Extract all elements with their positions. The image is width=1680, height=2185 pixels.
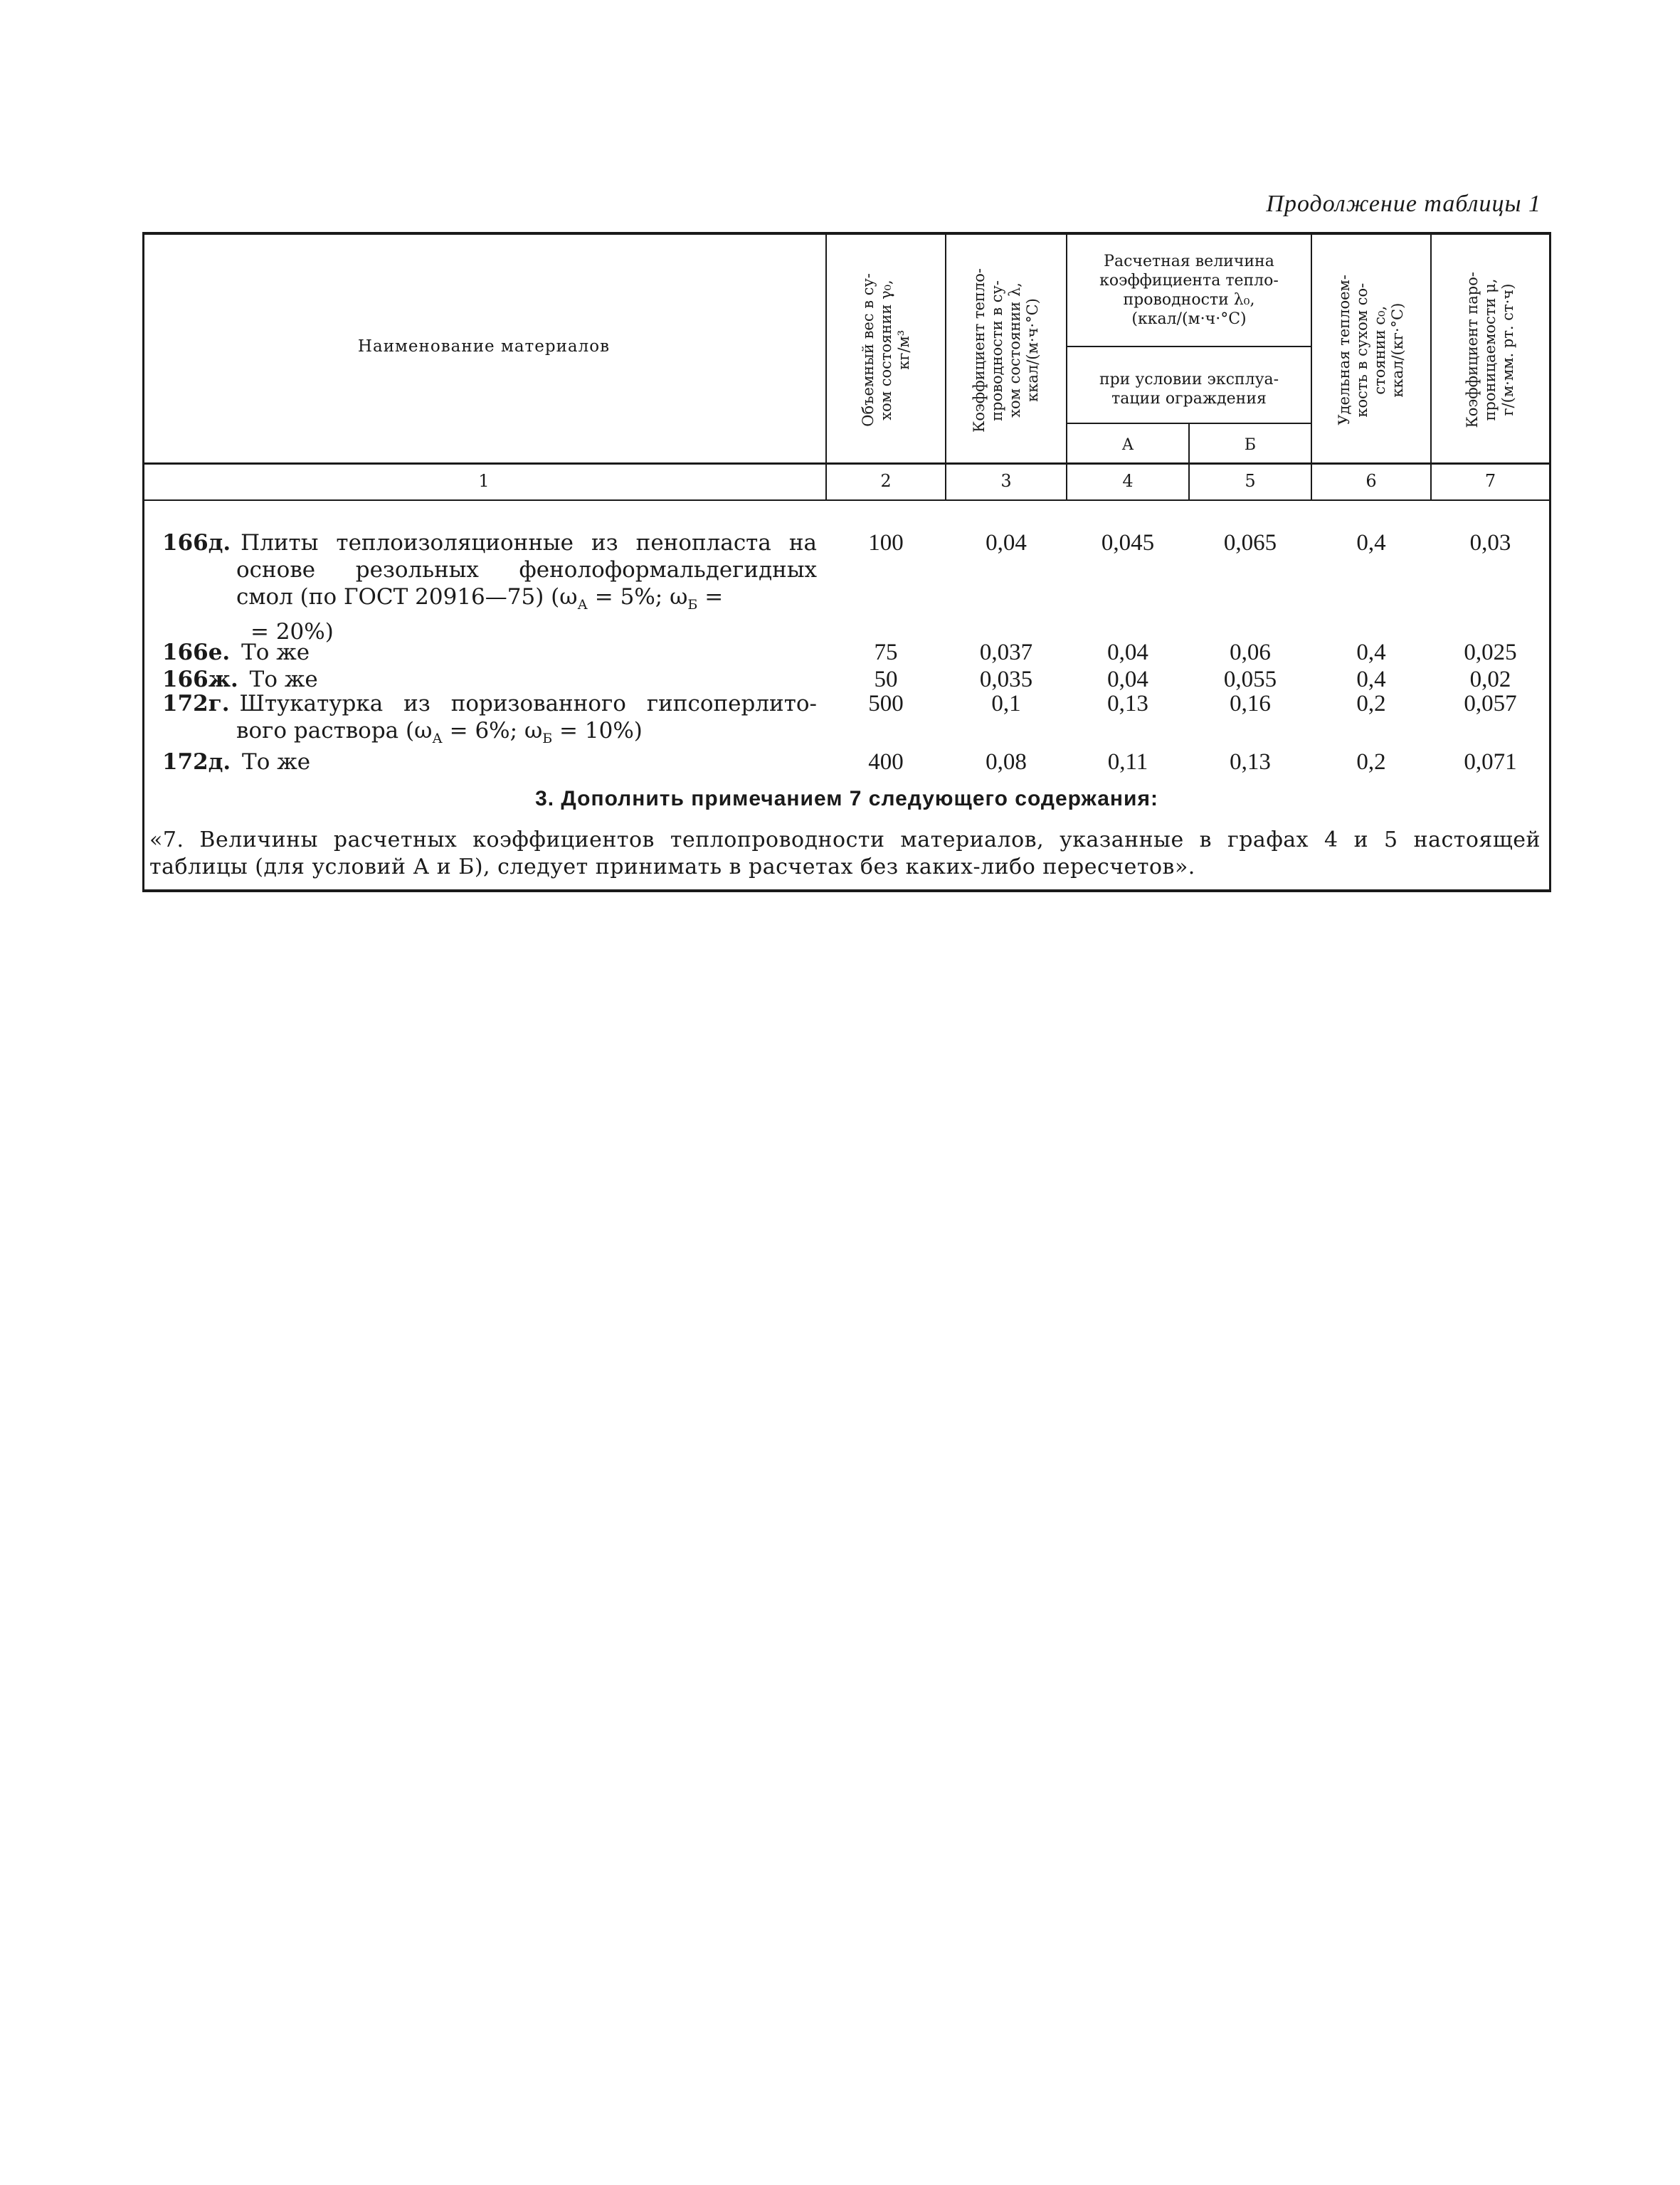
header-col45-subtitle: при условии эксплуа-тации ограждения [1099, 371, 1279, 408]
material-name-text: То же [241, 640, 310, 665]
material-code: 166ж. [162, 667, 238, 692]
material-name-line: основе резольных фенолоформальдегидных [236, 557, 817, 583]
vapor-permeability: 0,03 [1469, 530, 1511, 556]
table-top-border [142, 232, 1551, 235]
heat-capacity: 0,2 [1356, 691, 1386, 716]
bulk-density: 400 [868, 749, 904, 775]
header-col6: Удельная теплоем- кость в сухом со- стоянии c₀, ккал/(кг·°С) [1336, 275, 1406, 425]
heat-capacity: 0,4 [1356, 640, 1386, 665]
vapor-permeability: 0,025 [1464, 640, 1517, 665]
vapor-permeability: 0,02 [1469, 667, 1511, 692]
data-table [142, 232, 1551, 894]
group-divider [1067, 346, 1311, 347]
header-col5-condition-b: Б [1244, 436, 1257, 454]
header-bottom-border [142, 462, 1551, 465]
material-name-line: вого раствора ($\omega_А = 6\%$; $\omega_Б = 10\%$) [236, 718, 643, 747]
bulk-density: 500 [868, 691, 904, 716]
header-col45-title: Расчетная величина коэффициента тепло-проводности λ₀, (ккал/(м·ч·°С) [1099, 253, 1279, 328]
heat-capacity: 0,2 [1356, 749, 1386, 775]
conductivity-b: 0,06 [1230, 640, 1271, 665]
material-name [162, 748, 817, 776]
table-bottom-border [142, 889, 1551, 892]
header-col3: Коэффициент тепло- проводности в су- хом состоянии λ, ккал/(м·ч·°С) [971, 268, 1041, 433]
table-continuation-caption: Продолжение таблицы 1 [1266, 191, 1541, 217]
bulk-density: 75 [874, 640, 898, 665]
conductivity-a: 0,13 [1107, 691, 1148, 716]
material-name-line: Штукатурка из поризованного гипсоперлито- [239, 691, 817, 716]
dry-conductivity: 0,035 [979, 667, 1033, 692]
section-title: 3. Дополнить примечанием 7 следующего содержания: [535, 787, 1158, 810]
column-number: 1 [478, 471, 490, 491]
material-name [162, 639, 817, 666]
column-number: 5 [1245, 471, 1256, 491]
col-separator [1066, 232, 1067, 499]
vapor-permeability: 0,071 [1464, 749, 1517, 775]
material-name [162, 666, 817, 693]
bulk-density: 50 [874, 667, 898, 692]
material-name-line: = 20%) [250, 619, 334, 645]
column-number: 2 [880, 471, 892, 491]
material-code: 166д. [162, 530, 231, 556]
conductivity-a: 0,04 [1107, 640, 1148, 665]
header-col7: Коэффициент паро- проницаемости μ, г/(м·мм. рт. ст·ч) [1464, 272, 1516, 428]
conductivity-b: 0,055 [1223, 667, 1277, 692]
column-number: 7 [1484, 471, 1496, 491]
conductivity-a: 0,045 [1101, 530, 1155, 556]
conductivity-b: 0,065 [1223, 530, 1277, 556]
dry-conductivity: 0,04 [986, 530, 1027, 556]
conductivity-a: 0,04 [1107, 667, 1148, 692]
conductivity-a: 0,11 [1107, 749, 1148, 775]
vapor-permeability: 0,057 [1464, 691, 1517, 716]
dry-conductivity: 0,1 [991, 691, 1021, 716]
material-name [162, 690, 817, 752]
material-name-text: То же [249, 667, 318, 692]
note-paragraph: «7. Величины расчетных коэффициентов теплопроводности материалов, указанные в графах 4 и 5 настоящей таблицы (для условий А и Б), следует принимать в расчетах без каких-либо пересчетов». [149, 827, 1541, 879]
header-col2: Объемный вес в су- хом состоянии γ₀, кг/м³ [859, 273, 912, 427]
header-col4-condition-a: А [1121, 436, 1134, 454]
heat-capacity: 0,4 [1356, 667, 1386, 692]
bulk-density: 100 [868, 530, 904, 556]
group-divider [1067, 423, 1311, 424]
material-name-line: смол (по ГОСТ 20916—75) ($\omega_А = 5\%$; $\omega_Б$ = [236, 584, 724, 613]
heat-capacity: 0,4 [1356, 530, 1386, 556]
material-name-text: То же [242, 749, 311, 775]
material-name-line: Плиты теплоизоляционные из пенопласта на [241, 530, 817, 556]
dry-conductivity: 0,08 [986, 749, 1027, 775]
material-code: 172д. [162, 749, 231, 775]
material-code: 172г. [162, 691, 230, 716]
material-name [162, 529, 817, 645]
material-code: 166е. [162, 640, 231, 665]
dry-conductivity: 0,037 [979, 640, 1033, 665]
column-number: 3 [1000, 471, 1012, 491]
conductivity-b: 0,13 [1230, 749, 1271, 775]
conductivity-b: 0,16 [1230, 691, 1271, 716]
column-number: 4 [1122, 471, 1134, 491]
column-number: 6 [1365, 471, 1377, 491]
header-materials-name: Наименование материалов [357, 337, 611, 356]
numbers-bottom-border [142, 499, 1551, 501]
